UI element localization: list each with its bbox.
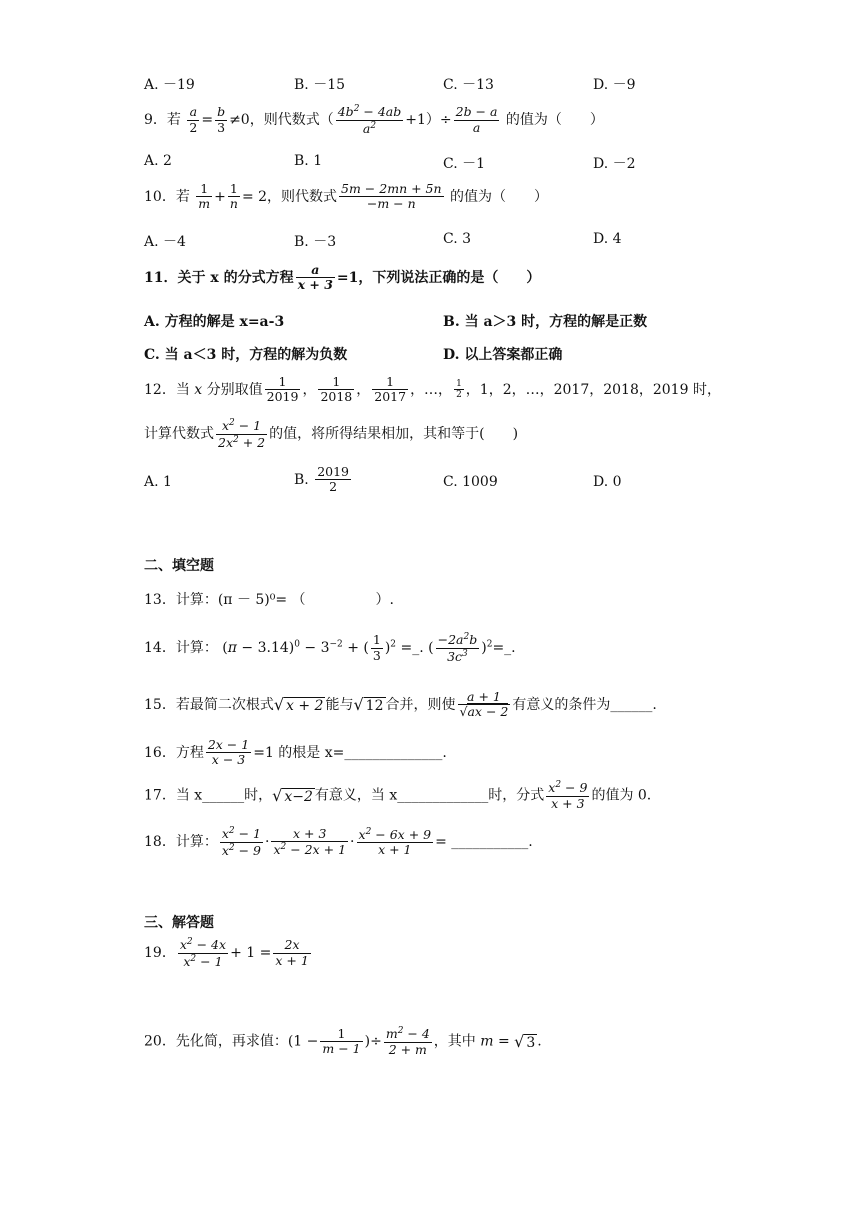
q20-sqrt: √ 3 <box>514 1031 536 1051</box>
q12-frac-2019: $\frac{1}{2019}$ <box>266 374 299 405</box>
q15-frac: $\frac{a + 1}{√ax - 2}$ <box>459 689 509 720</box>
q10-frac-m: $\frac{1}{m}$ <box>198 181 211 212</box>
q12-option-b-frac: $\frac{2019}{2}$ <box>317 464 350 495</box>
q16-frac: $\frac{2x - 1}{x - 3}$ <box>207 737 250 768</box>
q14-expr2: ( $\frac{-2a^2b}{3c^3}$ )$^2$ <box>428 632 493 664</box>
q18-a: 18．计算： <box>144 834 218 851</box>
q14-a: 14．计算： <box>144 640 218 657</box>
q18-frac3: $\frac{x^2 - 6x + 9}{x + 1}$ <box>358 826 432 858</box>
q20-a: 20．先化简，再求值： <box>144 1033 288 1050</box>
q14-c: =_. <box>492 640 516 657</box>
q12-frac-2018: $\frac{1}{2018}$ <box>320 374 353 405</box>
q15-a: 15．若最简二次根式 <box>144 696 274 713</box>
q12-line1-b: 分别取值 <box>206 381 263 398</box>
q9-tail: 的值为（ ） <box>505 112 604 129</box>
q16-b: =1 的根是 x=______________. <box>253 744 447 761</box>
q17-b: 有意义，当 x_____________时，分式 <box>314 787 545 804</box>
q13-b: (π － 5)⁰= （ ）. <box>217 592 395 608</box>
section-answer: 三、解答题 <box>144 915 214 931</box>
question-12-line2 <box>144 418 518 450</box>
q10-option-b: B. －3 <box>294 234 337 250</box>
q9-num: 9．若 <box>144 112 181 129</box>
q19-a: 19． <box>144 945 176 962</box>
q17-a: 17．当 x______时， <box>144 787 273 804</box>
q19-frac1: $\frac{x^2 - 4x}{x^2 - 1}$ <box>179 937 227 969</box>
q20-frac2: $\frac{m^2 - 4}{2 + m}$ <box>385 1026 430 1057</box>
question-14 <box>144 632 516 664</box>
q9-frac-a2: $\frac{a}{2}$ <box>189 104 198 135</box>
q10-frac-main: $\frac{5m - 2mn + 5n}{-m - n}$ <box>341 181 442 212</box>
question-17 <box>144 780 651 811</box>
q10-option-a: A. －4 <box>144 234 186 250</box>
question-16 <box>144 738 447 768</box>
q10-option-d: D. 4 <box>593 231 622 247</box>
q9-option-d: D. －2 <box>593 156 636 172</box>
q16-a: 16．方程 <box>144 744 204 761</box>
question-11 <box>144 263 540 293</box>
q11-option-a: A. 方程的解是 x=a-3 <box>144 314 285 330</box>
q11-stem-b: =1，下列说法正确的是（ ） <box>336 269 541 286</box>
q10-option-c: C. 3 <box>443 231 472 247</box>
q17-sqrt: √ x−2 <box>272 785 313 805</box>
q17-frac: $\frac{x^2 - 9}{x + 3}$ <box>548 780 588 811</box>
q18-b: = ___________. <box>435 834 533 851</box>
q9-option-b: B. 1 <box>294 153 323 169</box>
q12-line2-a: 计算代数式 <box>144 426 214 443</box>
q12-option-b-label: B. <box>294 471 309 488</box>
q8-option-a: A. －19 <box>144 77 195 93</box>
q9-option-c: C. －1 <box>443 156 486 172</box>
q8-option-b: B. －15 <box>294 77 346 93</box>
q9-option-a: A. 2 <box>144 153 172 169</box>
question-18: 18．计算： $\frac{x^2 - 1}{x^2 - 9}$ · $\frac{x + 3}{x^2 - 2x + 1}$ · $\frac{x^2 - 6x + 9}{x + 1}$ = ___________. <box>144 825 533 858</box>
q14-b: =_. <box>400 640 424 657</box>
q9-frac-main: $\frac{4b^2 - 4ab}{a^2}$ <box>337 104 402 136</box>
q15-sqrt1: √ x + 2 <box>273 695 324 715</box>
q20-c: . <box>537 1033 542 1050</box>
q14-expr1: $(\pi - 3.14)^0 - 3^{-2}$ + ( $\frac{1}{3}$ )$^2$ <box>222 632 397 663</box>
q12-expr: $\frac{x^2 - 1}{2x^2 + 2}$ <box>218 418 266 450</box>
q12-line1-a: 12．当 <box>144 381 190 398</box>
q12-option-d: D. 0 <box>593 474 622 490</box>
q11-option-c: C. 当 a＜3 时，方程的解为负数 <box>144 347 348 363</box>
q12-line1-end: ，1，2，…，2017，2018，2019 时， <box>465 381 721 398</box>
q13-a: 13．计算： <box>144 592 218 608</box>
q15-d: 有意义的条件为______. <box>512 696 657 713</box>
q17-c: 的值为 0. <box>591 787 652 804</box>
q20-frac1: $\frac{1}{m - 1}$ <box>322 1025 361 1056</box>
q12-option-a: A. 1 <box>144 474 172 490</box>
q10-mid: ，则代数式 <box>267 188 338 205</box>
question-12-line1: 12．当 x 分别取值 $\frac{1}{2019}$ ， $\frac{1}{2018}$ ， $\frac{1}{2017}$ ，…， $\frac{1}{2}$ ，1，2，…，2017，2018，2019 时， <box>144 374 721 405</box>
q20-b: ，其中 <box>433 1033 476 1050</box>
question-19: 19． $\frac{x^2 - 4x}{x^2 - 1}$ + 1 = $\frac{2x}{x + 1}$ <box>144 937 309 969</box>
q18-frac1: $\frac{x^2 - 1}{x^2 - 9}$ <box>221 826 261 858</box>
q10-frac-n: $\frac{1}{n}$ <box>229 181 238 212</box>
section-fill-in: 二、填空题 <box>144 558 214 574</box>
q12-option-b <box>294 465 353 495</box>
q10-num: 10．若 <box>144 188 190 205</box>
q8-option-c: C. －13 <box>443 77 494 93</box>
q9-frac-b3: $\frac{b}{3}$ <box>217 104 226 135</box>
q15-c: 合并，则使 <box>385 696 456 713</box>
q11-option-b: B. 当 a＞3 时，方程的解是正数 <box>443 314 648 330</box>
q12-frac-half: $\frac{1}{2}$ <box>456 379 462 401</box>
q12-option-c: C. 1009 <box>443 474 498 490</box>
question-20: 20．先化简，再求值：(1 − $\frac{1}{m - 1}$ )÷ $\frac{m^2 - 4}{2 + m}$ ，其中 m = √ 3 . <box>144 1025 542 1057</box>
q8-option-d: D. －9 <box>593 77 636 93</box>
question-10: 10．若 $\frac{1}{m}$ + $\frac{1}{n}$ = 2，则代数式 $\frac{5m - 2mn + 5n}{-m - n}$ 的值为（ ） <box>144 181 548 212</box>
q9-frac-div: $\frac{2b - a}{a}$ <box>455 104 498 135</box>
q15-sqrt2: √ 12 <box>353 695 384 715</box>
q12-line1-tail: ，…， <box>410 381 453 398</box>
q9-mid: ，则代数式（ <box>249 112 334 129</box>
q19-frac2: $\frac{2x}{x + 1}$ <box>275 937 309 968</box>
q12-line2-b: 的值，将所得结果相加，其和等于( ) <box>269 426 519 443</box>
question-15 <box>144 690 657 720</box>
q18-frac2: $\frac{x + 3}{x^2 - 2x + 1}$ <box>273 825 347 858</box>
q11-stem-a: 11．关于 x 的分式方程 <box>144 269 294 286</box>
question-13 <box>144 589 394 609</box>
q10-tail: 的值为（ ） <box>450 188 548 205</box>
q11-frac: $\frac{a}{x + 3}$ <box>297 262 333 293</box>
question-9: 9．若 $\frac{a}{2}$ = $\frac{b}{3}$ ≠0，则代数式（ $\frac{4b^2 - 4ab}{a^2}$ +1）÷ $\frac{2b - a}{a}$ 的值为（ ） <box>144 104 604 136</box>
q11-option-d: D. 以上答案都正确 <box>443 347 563 363</box>
q15-b: 能与 <box>325 696 354 713</box>
q12-frac-2017: $\frac{1}{2017}$ <box>374 374 407 405</box>
